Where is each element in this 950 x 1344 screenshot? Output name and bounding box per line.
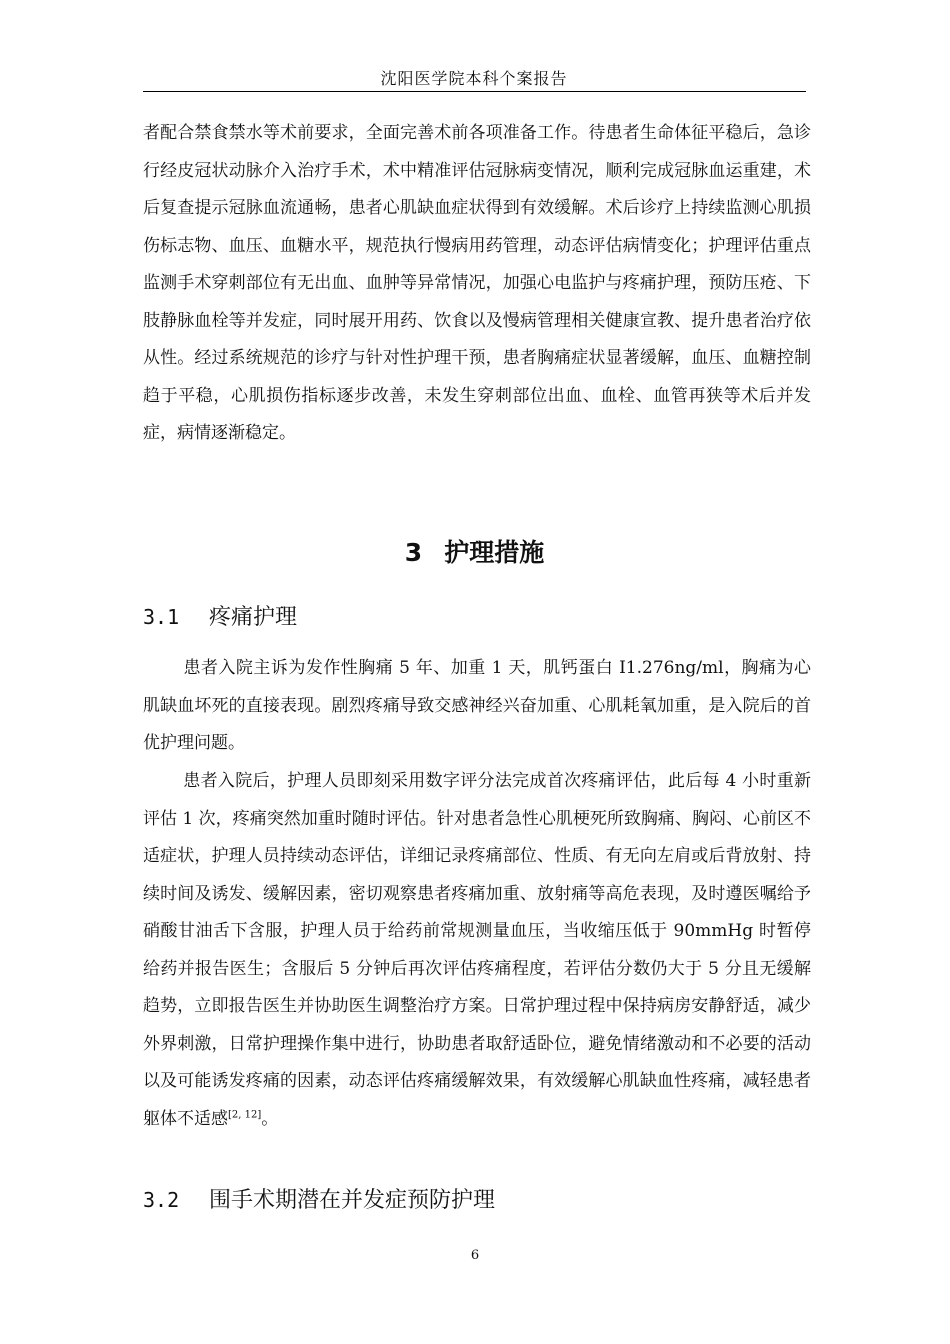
header-divider xyxy=(143,91,806,92)
pain-nursing-paragraph-1 xyxy=(143,650,811,763)
paragraph-text: 患者入院主诉为发作性胸痛 5 年、加重 1 天，肌钙蛋白 I1.276ng/ml，胸痛为心肌缺血坏死的直接表现。剧烈疼痛导致交感神经兴奋加重、心肌耗氧加重，是入院后的首优护理问题。 xyxy=(143,658,811,753)
chapter-number: 3 xyxy=(404,538,423,567)
citation-reference: [2, 12] xyxy=(228,1108,262,1120)
section-title: 围手术期潜在并发症预防护理 xyxy=(209,1188,496,1213)
section-heading-3-2 xyxy=(143,1183,495,1214)
chapter-heading xyxy=(143,533,806,569)
paragraph-end-punctuation: 。 xyxy=(261,1108,279,1129)
section-heading-3-1 xyxy=(143,600,297,631)
paragraph-text: 患者入院后，护理人员即刻采用数字评分法完成首次疼痛评估，此后每 4 小时重新评估 1 次，疼痛突然加重时随时评估。针对患者急性心肌梗死所致胸痛、胸闷、心前区不适症状，护理人员持续动态评估，详细记录疼痛部位、性质、有无向左肩或后背放射、持续时间及诱发、缓解因素，密切观察患者疼痛加重、放射痛等高危表现，及时遵医嘱给予硝酸甘油舌下含服，护理人员于给药前常规测量血压，当收缩压低于 90mmHg 时暂停给药并报告医生；含服后 5 分钟后再次评估疼痛程度，若评估分数仍大于 5 分且无缓解趋势，立即报告医生并协助医生调整治疗方案。日常护理过程中保持病房安静舒适，减少外界刺激，日常护理操作集中进行，协助患者取舒适卧位，避免情绪激动和不必要的活动以及可能诱发疼痛的因素，动态评估疼痛缓解效果，有效缓解心肌缺血性疼痛，减轻患者躯体不适感 xyxy=(143,771,811,1129)
section-number: 3.2 xyxy=(143,1188,180,1212)
section-number: 3.1 xyxy=(143,605,180,629)
section-title: 疼痛护理 xyxy=(209,605,298,630)
intro-paragraph: 者配合禁食禁水等术前要求，全面完善术前各项准备工作。待患者生命体征平稳后，急诊行经皮冠状动脉介入治疗手术，术中精准评估冠脉病变情况，顺利完成冠脉血运重建，术后复查提示冠脉血流通畅，患者心肌缺血症状得到有效缓解。术后诊疗上持续监测心肌损伤标志物、血压、血糖水平，规范执行慢病用药管理，动态评估病情变化；护理评估重点监测手术穿刺部位有无出血、血肿等异常情况，加强心电监护与疼痛护理，预防压疮、下肢静脉血栓等并发症，同时展开用药、饮食以及慢病管理相关健康宣教、提升患者治疗依从性。经过系统规范的诊疗与针对性护理干预，患者胸痛症状显著缓解，血压、血糖控制趋于平稳，心肌损伤指标逐步改善，未发生穿刺部位出血、血栓、血管再狭等术后并发症，病情逐渐稳定。 xyxy=(143,123,811,443)
pain-nursing-paragraph-2 xyxy=(143,763,811,1138)
page-number: 6 xyxy=(470,1248,480,1263)
chapter-title: 护理措施 xyxy=(444,538,545,567)
running-header: 沈阳医学院本科个案报告 xyxy=(380,69,568,88)
